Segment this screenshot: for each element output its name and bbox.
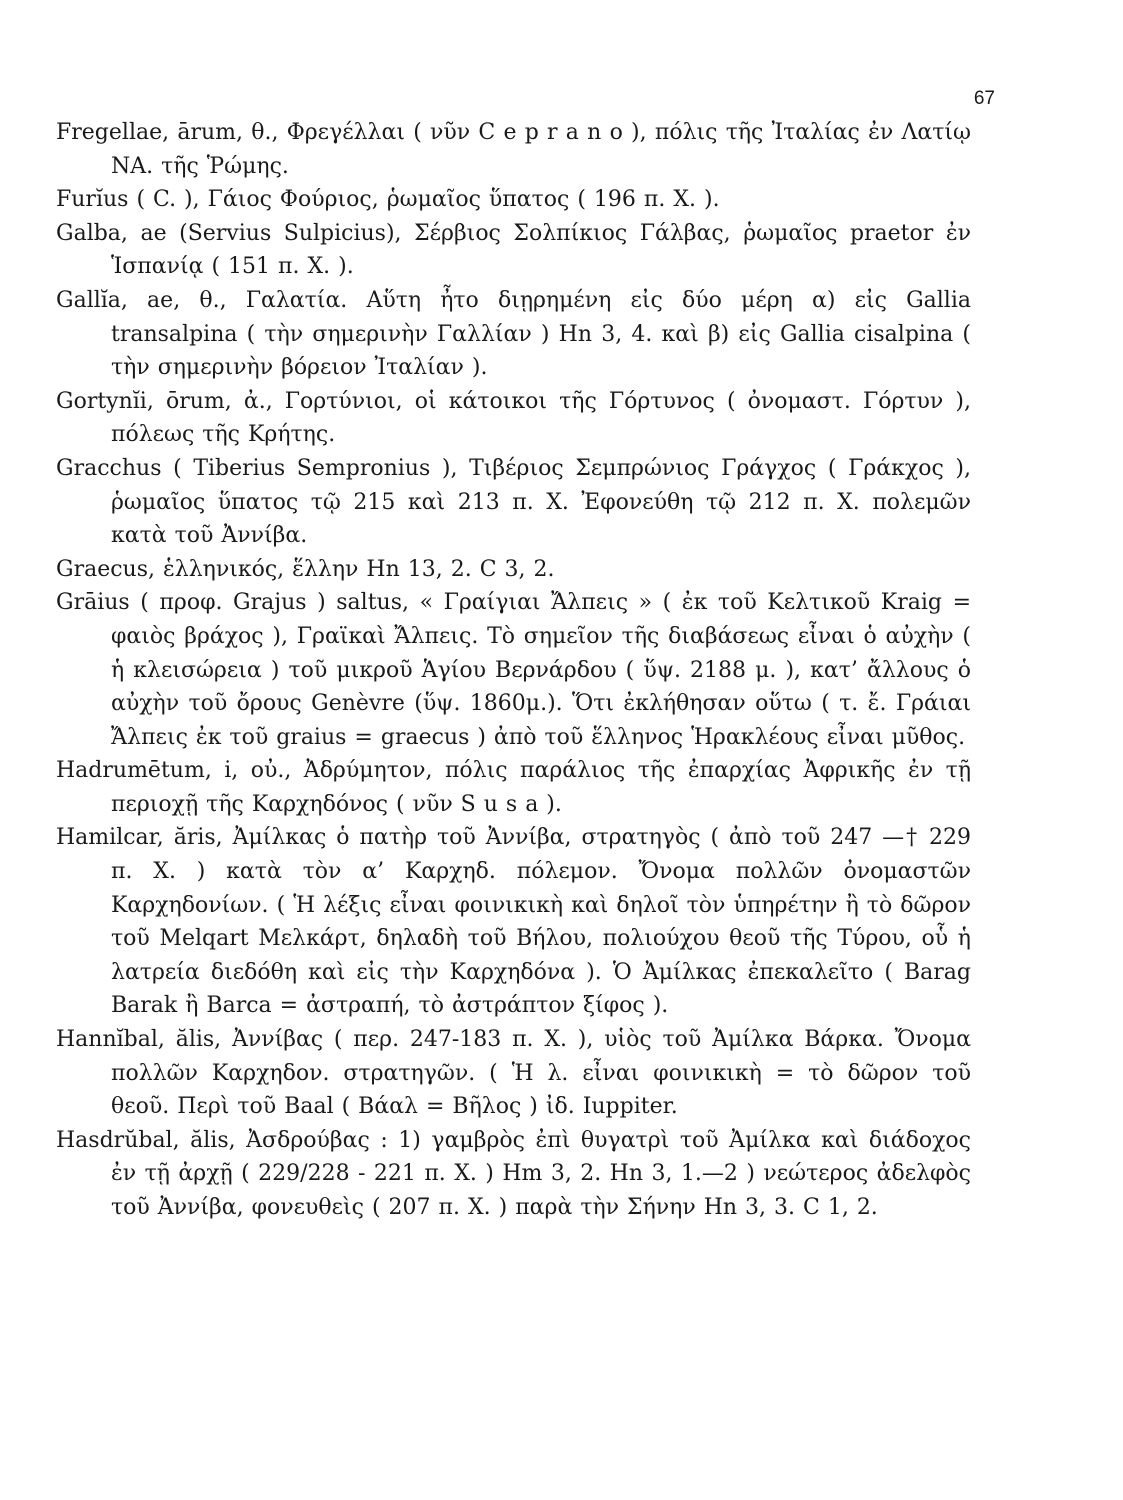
entry-gallia: Gallĭa, ae, θ., Γαλατία. Αὕτη ἦτο διῃρημένη εἰς δύο μέρη α) εἰς Gallia transalpina ( τὴν σημερινὴν Γαλλίαν ) Hn 3, 4. καὶ β) εἰς Gallia cisalpina ( τὴν σημερινὴν βόρειον Ἰταλίαν ). (56, 287, 971, 381)
entry-hadrumetum: Hadrumētum, i, οὐ., Ἀδρύμητον, πόλις παράλιος τῆς ἐπαρχίας Ἀφρικῆς ἐν τῇ περιοχῇ τῆς Καρχηδόνος ( νῦν S u s a ). (56, 758, 971, 817)
entry-fregellae: Fregellae, ārum, θ., Φρεγέλλαι ( νῦν C e p r a n o ), πόλις τῆς Ἰταλίας ἐν Λατίῳ ΝΑ. τῆς Ῥώμης. (56, 120, 971, 179)
entry-hannibal: Hannĭbal, ălis, Ἀννίβας ( περ. 247-183 π. Χ. ), υἱὸς τοῦ Ἀμίλκα Βάρκα. Ὄνομα πολλῶν Καρχηδον. στρατηγῶν. ( Ἡ λ. εἶναι φοινικικὴ = τὸ δῶρον τοῦ θεοῦ. Περὶ τοῦ Baal ( Βάαλ = Βῆλος ) ἰδ. Iuppiter. (56, 1027, 971, 1120)
entry-hasdrubal: Hasdrŭbal, ălis, Ἀσδρούβας : 1) γαμβρὸς ἐπὶ θυγατρὶ τοῦ Ἀμίλκα καὶ διάδοχος ἐν τῇ ἀρχῇ ( 229/228 - 221 π. Χ. ) Hm 3, 2. Hn 3, 1.—2 ) νεώτερος ἀδελφὸς τοῦ Ἀννίβα, φονευθεὶς ( 207 π. Χ. ) παρὰ τὴν Σήνην Hn 3, 3. C 1, 2. (56, 1127, 971, 1220)
entry-graecus: Graecus, ἑλληνικός, ἕλλην Hn 13, 2. C 3, 2. (56, 556, 555, 582)
dictionary-entries (56, 116, 971, 1225)
page-number: 67 (973, 88, 995, 109)
entry-hamilcar: Hamilcar, ăris, Ἀμίλκας ὁ πατὴρ τοῦ Ἀννίβα, στρατηγὸς ( ἀπὸ τοῦ 247 —† 229 π. Χ. ) κατὰ τὸν α’ Καρχηδ. πόλεμον. Ὄνομα πολλῶν ὀνομαστῶν Καρχηδονίων. ( Ἡ λέξις εἶναι φοινικικὴ καὶ δηλοῖ τὸν ὑπηρέτην ἢ τὸ δῶρον τοῦ Melqart Μελκάρτ, δηλαδὴ τοῦ Βήλου, πολιούχου θεοῦ τῆς Τύρου, οὗ ἡ λατρεία διεδόθη καὶ εἰς τὴν Καρχηδόνα ). Ὁ Ἀμίλκας ἐπεκαλεῖτο ( Barag Barak ἢ Barca = ἀστραπή, τὸ ἀστράπτον ξίφος ). (56, 825, 971, 1019)
entry-furius: Furĭus ( C. ), Γάιος Φούριος, ῥωμαῖος ὕπατος ( 196 π. Χ. ). (56, 187, 720, 213)
entry-gortynii: Gortynĭi, ōrum, ἀ., Γορτύνιοι, οἱ κάτοικοι τῆς Γόρτυνος ( ὀνομαστ. Γόρτυν ), πόλεως τῆς Κρήτης. (56, 388, 971, 448)
entry-galba: Galba, ae (Servius Sulpicius), Σέρβιος Σολπίκιος Γάλβας, ῥωμαῖος praetor ἐν Ἱσπανίᾳ ( 151 π. Χ. ). (56, 220, 971, 280)
entry-gracchus: Gracchus ( Tiberius Sempronius ), Τιβέριος Σεμπρώνιος Γράγχος ( Γράκχος ), ῥωμαῖος ὕπατος τῷ 215 καὶ 213 π. Χ. Ἐφονεύθη τῷ 212 π. Χ. πολεμῶν κατὰ τοῦ Ἀννίβα. (56, 455, 971, 549)
entry-graius: Grāius ( προφ. Grajus ) saltus, « Γραίγιαι Ἄλπεις » ( ἐκ τοῦ Κελτικοῦ Kraig = φαιὸς βράχος ), Γραϊκαὶ Ἄλπεις. Τὸ σημεῖον τῆς διαβάσεως εἶναι ὁ αὐχὴν ( ἡ κλεισώρεια ) τοῦ μικροῦ Ἁγίου Βερνάρδου ( ὕψ. 2188 μ. ), κατ’ ἄλλους ὁ αὐχὴν τοῦ ὄρους Genèvre (ὕψ. 1860μ.). Ὅτι ἐκλήθησαν οὕτω ( τ. ἔ. Γράιαι Ἄλπεις ἐκ τοῦ graius = graecus ) ἀπὸ τοῦ ἕλληνος Ἡρακλέους εἶναι μῦθος. (56, 590, 971, 750)
